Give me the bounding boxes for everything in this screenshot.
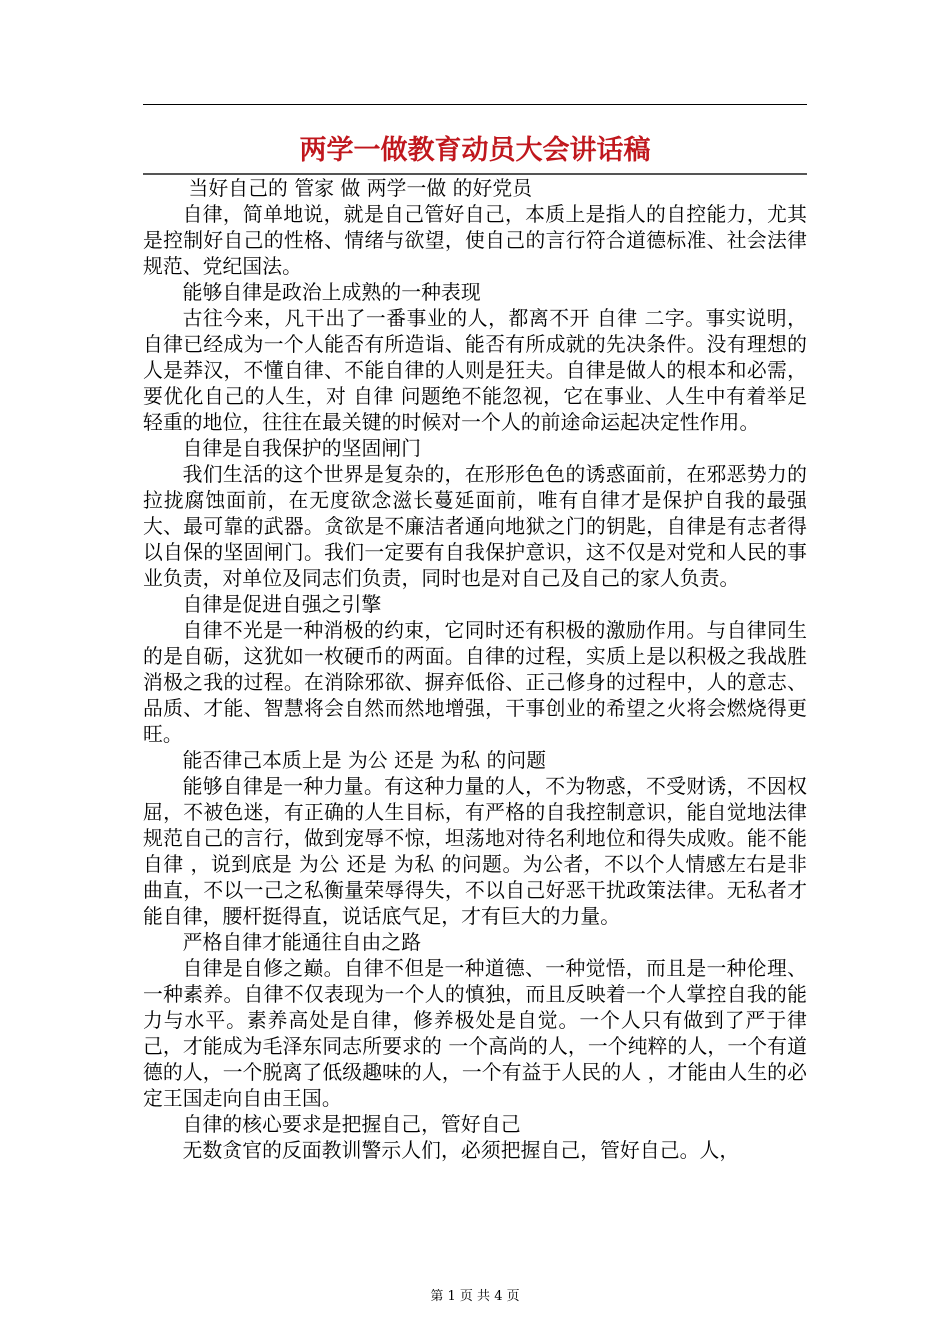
- section-heading: 自律是促进自强之引擎: [182, 593, 382, 616]
- page-footer: 第 1 页 共 4 页: [430, 1289, 520, 1304]
- body-paragraph: 古往今来，凡干出了一番事业的人，都离不开 自律 二字。事实说明，自律已经成为一个人能否有所造诣、能否有所成就的先决条件。没有理想的人是莽汉，不懂自律、不能自律的人则是狂夫。自律是做人的根本和必需，要优化自己的人生，对 自律 问题绝不能忽视，它在事业、人生中有着举足轻重的地位，往往在最关键的时候对一个人的前途命运起决定性作用。: [143, 307, 807, 434]
- section-heading: 严格自律才能通往自由之路: [182, 931, 422, 954]
- section-heading: 能够自律是政治上成熟的一种表现: [182, 281, 481, 304]
- document-body: [143, 176, 807, 1164]
- subtitle-paragraph: 当好自己的 管家 做 两学一做 的好党员: [188, 177, 533, 200]
- header-rule: [143, 104, 807, 105]
- body-paragraph: 无数贪官的反面教训警示人们，必须把握自己，管好自己。人，: [182, 1139, 740, 1162]
- section-heading: 自律是自我保护的坚固闸门: [182, 437, 422, 460]
- body-paragraph: 能够自律是一种力量。有这种力量的人，不为物惑，不受财诱，不因权屈，不被色迷，有正确的人生目标，有严格的自我控制意识，能自觉地法律规范自己的言行，做到宠辱不惊，坦荡地对待名利地位和得失成败。能不能 自律 ，说到底是 为公 还是 为私 的问题。为公者，不以个人情感左右是非曲直，不以一己之私衡量荣辱得失，不以自己好恶干扰政策法律。无私者才能自律，腰杆挺得直，说话底气足，才有巨大的力量。: [143, 775, 807, 928]
- body-paragraph: 我们生活的这个世界是复杂的，在形形色色的诱惑面前，在邪恶势力的拉拢腐蚀面前，在无度欲念滋长蔓延面前，唯有自律才是保护自我的最强大、最可靠的武器。贪欲是不廉洁者通向地狱之门的钥匙，自律是有志者得以自保的坚固闸门。我们一定要有自我保护意识，这不仅是对党和人民的事业负责，对单位及同志们负责，同时也是对自己及自己的家人负责。: [143, 463, 807, 590]
- document-title: 两学一做教育动员大会讲话稿: [299, 135, 651, 166]
- title-underline: [143, 173, 807, 175]
- body-paragraph: 自律是自修之巅。自律不但是一种道德、一种觉悟，而且是一种伦理、一种素养。自律不仅表现为一个人的慎独，而且反映着一个人掌控自我的能力与水平。素养高处是自律，修养极处是自觉。一个人只有做到了严于律己，才能成为毛泽东同志所要求的 一个高尚的人，一个纯粹的人，一个有道德的人，一个脱离了低级趣味的人，一个有益于人民的人 ，才能由人生的必定王国走向自由王国。: [143, 957, 807, 1110]
- body-paragraph: 自律，简单地说，就是自己管好自己，本质上是指人的自控能力，尤其是控制好自己的性格、情绪与欲望，使自己的言行符合道德标准、社会法律规范、党纪国法。: [143, 203, 807, 278]
- section-heading: 自律的核心要求是把握自己，管好自己: [182, 1113, 521, 1136]
- section-heading: 能否律己本质上是 为公 还是 为私 的问题: [182, 749, 547, 772]
- body-paragraph: 自律不光是一种消极的约束，它同时还有积极的激励作用。与自律同生的是自砺，这犹如一枚硬币的两面。自律的过程，实质上是以积极之我战胜消极之我的过程。在消除邪欲、摒弃低俗、正己修身的过程中，人的意志、品质、才能、智慧将会自然而然地增强，干事创业的希望之火将会燃烧得更旺。: [143, 619, 807, 746]
